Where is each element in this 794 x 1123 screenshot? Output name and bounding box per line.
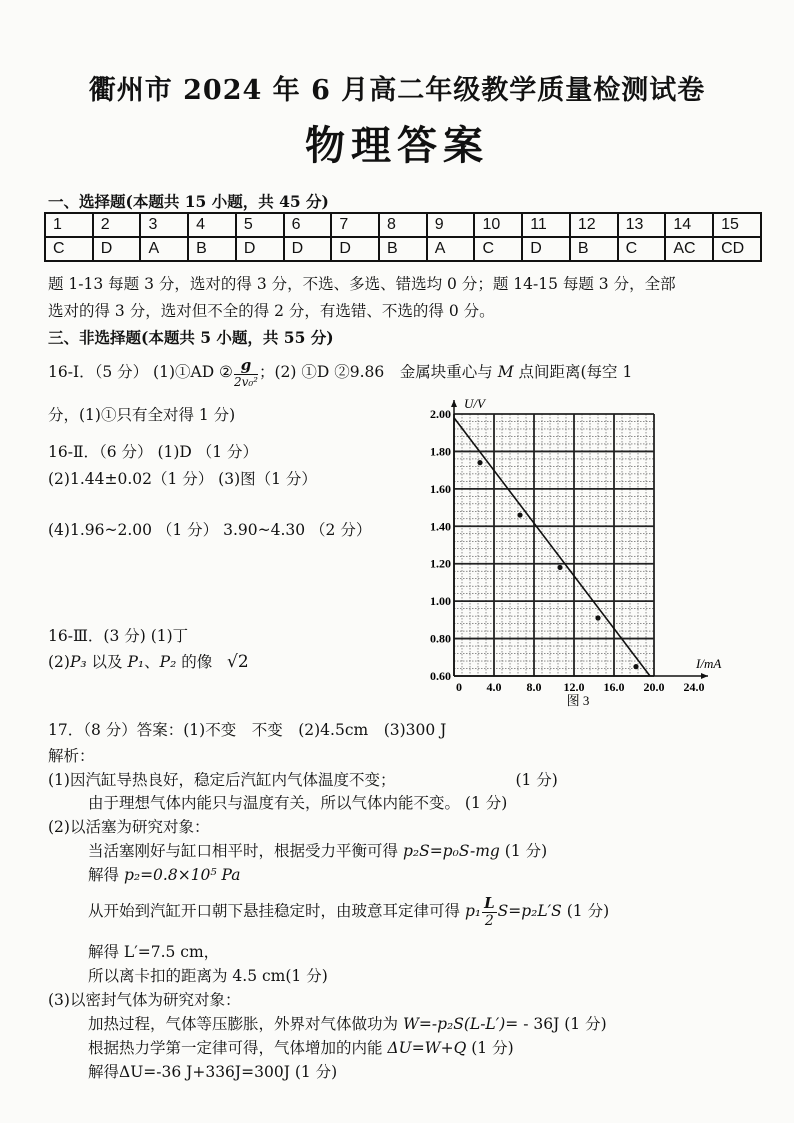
x-tick-label: 12.0 [563,680,585,694]
y-tick-label: 2.00 [430,407,451,421]
answer-letter-cell: D [284,237,332,261]
q17-line3 [48,768,558,790]
answer-number-cell: 6 [284,213,332,237]
x-tick-label: 20.0 [643,680,665,694]
answer-number-cell: 2 [93,213,141,237]
answer-number-row [45,213,761,237]
y-tick-label: 0.80 [430,631,451,646]
answer-letter-cell: D [93,237,141,261]
q17-line5: (2)以活塞为研究对象： [48,818,210,836]
answer-number-cell: 15 [713,213,761,237]
answer-table [44,212,762,262]
y-tick-label: 1.80 [430,444,451,459]
sqrt2-value: √2 [227,652,249,672]
q16-1-text-a: 16-Ⅰ．（5 分） (1)①AD ② [48,363,233,381]
answer-letter-cell: C [618,237,666,261]
answer-number-cell: 4 [188,213,236,237]
q17-line10: 所以离卡扣的距离为 4.5 cm(1 分) [88,967,328,985]
q17-line9: 解得 L′=7.5 cm， [88,943,220,961]
q17-line12-equation: W=-p₂S(L-L′) [402,1015,506,1033]
q17-line6 [88,839,547,861]
fraction-denominator: 2 [484,913,494,929]
y-axis-label: U/V [464,396,485,411]
q17-line3-text: (1)因汽缸导热良好，稳定后汽缸内气体温度不变； [48,771,396,789]
figure-caption: 图 3 [566,693,590,708]
q17-line1: 17．（8 分）答案：(1)不变 不变 (2)4.5cm (3)300 J [48,721,447,739]
q17-line12 [88,1012,607,1034]
q17-line6-text: 当活塞刚好与缸口相平时，根据受力平衡可得 [88,842,403,860]
q17-line2: 解析： [48,747,95,765]
x-tick-label: 24.0 [683,680,705,694]
q17-line7 [88,863,241,885]
scoring-note-line2: 选对的得 3 分，选对但不全的得 2 分，有选错、不选的得 0 分。 [48,302,495,320]
answer-letter-cell: B [570,237,618,261]
q16-2-line3: (4)1.96~2.00 （1 分） 3.90~4.30 （2 分） [48,521,372,539]
q17-line14: 解得ΔU=-36 J+336J=300J (1 分) [88,1063,338,1081]
answer-number-cell: 7 [331,213,379,237]
y-tick-label: 1.00 [430,594,451,609]
answer-number-cell: 10 [474,213,522,237]
p2-label: P₂ [159,653,177,671]
answer-title: 物理答案 [305,122,489,169]
answer-number-cell: 1 [45,213,93,237]
x-axis-label: I/mA [696,656,722,671]
q17-line8-equation: S=p₂L′S [497,902,562,920]
data-point [595,615,600,620]
answer-letter-cell: D [236,237,284,261]
q16-2-line1: 16-Ⅱ．（6 分） (1)D （1 分） [48,443,259,461]
q17-line13-text: 根据热力学第一定律可得，气体增加的内能 [88,1039,388,1057]
g-over-2v0sq-fraction [234,358,258,388]
q17-line7-text: 解得 [88,866,124,884]
x-axis-arrow [701,673,708,679]
q17-line8-score: (1 分) [561,902,610,920]
answer-letter-cell: C [45,237,93,261]
y-tick-label: 1.40 [430,519,451,534]
answer-number-cell: 5 [236,213,284,237]
answer-letter-cell: D [522,237,570,261]
q17-line8-p1: p₁ [464,902,482,920]
x-tick-label: 8.0 [526,680,542,694]
q17-line4: 由于理想气体内能只与温度有关，所以气体内能不变。 (1 分) [88,794,508,812]
answer-number-cell: 11 [522,213,570,237]
q16-3-text-d: 的像 [176,653,213,671]
q16-3-text-a: (2) [48,653,70,671]
answer-letter-cell: C [474,237,522,261]
q17-line8-text: 从开始到汽缸开口朝下悬挂稳定时，由玻意耳定律可得 [88,902,465,920]
q17-line3-score: (1 分) [515,771,558,789]
data-point [477,460,482,465]
p1-label: P₁ [127,653,145,671]
answer-letter-cell: D [331,237,379,261]
y-tick-label: 1.20 [430,556,451,571]
q16-1-line1 [48,358,632,388]
q17-line13-equation: ΔU=W+Q [387,1039,467,1057]
q17-line12-tail: = - 36J (1 分) [505,1015,607,1033]
data-point [517,512,522,517]
data-point [633,664,638,669]
answer-letter-cell: A [140,237,188,261]
exam-title: 衢州市 2024 年 6 月高二年级教学质量检测试卷 [88,75,706,106]
answer-number-cell: 14 [665,213,713,237]
answer-number-cell: 8 [379,213,427,237]
y-tick-label: 1.60 [430,481,451,496]
p3-label: P₃ [69,653,87,671]
iu-chart-svg [420,392,740,708]
section1-heading: 一、选择题(本题共 15 小题，共 45 分) [48,192,329,211]
answer-number-cell: 9 [427,213,475,237]
q16-3-line1: 16-Ⅲ．(3 分) (1)丁 [48,627,189,645]
fraction-numerator: g [234,358,258,375]
answer-letter-cell: B [188,237,236,261]
q17-line12-text: 加热过程，气体等压膨胀，外界对气体做功为 [88,1015,403,1033]
q16-2-line2: (2)1.44±0.02（1 分） (3)图（1 分） [48,470,317,488]
q17-line7-equation: p₂=0.8×10⁵ Pa [123,866,241,884]
q16-3-text-c: 、 [144,653,160,671]
fit-line [454,418,650,676]
answer-number-cell: 12 [570,213,618,237]
q17-line13 [88,1036,514,1058]
answer-number-cell: 3 [140,213,188,237]
q16-3-line2 [48,650,249,672]
answer-letter-row [45,237,761,261]
q17-line6-equation: p₂S=p₀S-mg [402,842,500,860]
fraction-denominator: 2v₀² [233,375,258,389]
answer-letter-cell: A [427,237,475,261]
answer-letter-cell: AC [665,237,713,261]
l-over-2-fraction [482,896,497,928]
q16-3-text-b: 以及 [86,653,128,671]
q17-line8 [88,896,609,928]
answer-number-cell: 13 [618,213,666,237]
data-point [557,565,562,570]
q17-line11: (3)以密封气体为研究对象： [48,991,241,1009]
point-m-label: M [497,363,514,381]
x-tick-label: 4.0 [486,680,502,694]
scoring-note-line1: 题 1-13 每题 3 分，选对的得 3 分，不选、多选、错选均 0 分；题 14-15 每题 3 分，全部 [48,275,676,293]
y-axis-arrow [451,400,457,407]
q16-1-text-c: 点间距离(每空 1 [518,363,633,381]
q17-line13-score: (1 分) [466,1039,514,1057]
y-tick-label: 0.60 [430,669,451,683]
x-tick-label: 16.0 [603,680,625,694]
q16-1-text-b: ；(2) ①D ②9.86 金属块重心与 [259,363,493,381]
x-tick-label: 0 [456,680,462,694]
section3-heading: 三、非选择题(本题共 5 小题，共 55 分) [48,328,334,347]
q16-1-line2: 分，(1)①只有全对得 1 分) [48,406,236,424]
answer-letter-cell: CD [713,237,761,261]
fraction-numerator: L [484,894,495,912]
iu-chart [420,392,740,708]
q17-line6-score: (1 分) [499,842,548,860]
answer-letter-cell: B [379,237,427,261]
